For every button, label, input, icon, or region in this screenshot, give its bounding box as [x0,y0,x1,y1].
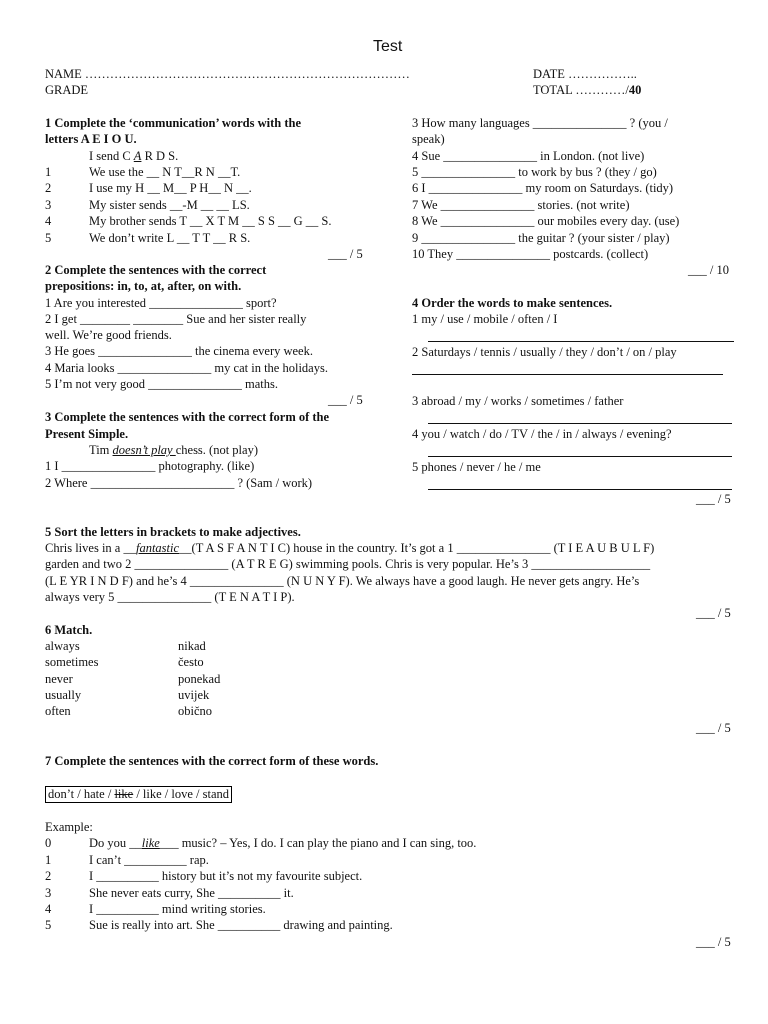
answer-line [412,374,723,375]
s1-item-text: My brother sends T __ X T M __ S S __ G __ S. [89,214,332,228]
s6-heading: 6 Match. [45,623,93,637]
grade-field: GRADE [45,83,89,97]
s5-paragraph-line: garden and two 2 _______________ (A T R E G) swimming pools. Chris is very popular. He’s 3 ___________________ [45,557,651,571]
s1-item-text: We use the __ N T__R N __T. [89,165,241,179]
s1-heading-line1: 1 Complete the ‘communication’ words with the [45,116,301,130]
s6-right-word: obično [178,704,213,718]
s2-score: ___ / 5 [328,393,363,407]
s6-score: ___ / 5 [696,721,731,735]
s1-item-number: 5 [45,231,52,245]
s1-item [45,213,332,229]
s7-item-text: She never eats curry, She __________ it. [89,886,294,900]
s2-heading-line2: prepositions: in, to, at, after, on with. [45,279,242,293]
s7-item-number: 5 [45,918,52,932]
s7-item [45,901,266,917]
s7-item [45,917,393,933]
s5-paragraph-line: (L E YR I N D F) and he’s 4 _______________ (N U N Y F). We always have a good laugh. He never gets angry. He’s [45,574,640,588]
s2-line: 3 He goes _______________ the cinema every week. [45,344,313,358]
s7-example-label: Example: [45,820,93,834]
s3-example-post: chess. (not play) [175,443,258,457]
s1-item-text: My sister sends __-M __ __ LS. [89,198,250,212]
s7-item-number: 4 [45,902,52,916]
s3-heading-line1: 3 Complete the sentences with the correct form of the [45,410,330,424]
s6-left-word: sometimes [45,655,99,669]
total-label: TOTAL …………/ [533,83,629,97]
s1-example [89,148,178,164]
s2-line: 2 I get ________ ________ Sue and her sister really [45,312,307,326]
s6-left-word: never [45,672,73,686]
s3-line: 9 _______________ the guitar ? (your sister / play) [412,231,670,245]
s4-line: 4 you / watch / do / TV / the / in / always / evening? [412,427,672,441]
s3-line: 6 I _______________ my room on Saturdays. (tidy) [412,181,674,195]
s7-item [45,868,362,884]
s3-heading-line2: Present Simple. [45,427,129,441]
s7-heading: 7 Complete the sentences with the correct form of these words. [45,754,379,768]
s7-word-box-text: / like / love / stand [133,787,230,801]
s6-right-word: ponekad [178,672,221,686]
answer-line [428,341,734,342]
s5-text: Chris lives in a __ [45,541,136,555]
s7-score: ___ / 5 [696,935,731,949]
s4-line: 5 phones / never / he / me [412,460,541,474]
s7-item [45,885,294,901]
s1-score: ___ / 5 [328,247,363,261]
s3-line: 7 We _______________ stories. (not write) [412,198,630,212]
s6-left-word: usually [45,688,82,702]
answer-line [428,489,732,490]
answer-line [428,423,732,424]
s6-left-word: often [45,704,71,718]
s2-line: well. We’re good friends. [45,328,172,342]
s3-score: ___ / 10 [688,263,729,277]
s6-right-word: uvijek [178,688,210,702]
s7-item-text: I __________ history but it’s not my favourite subject. [89,869,363,883]
s5-text: __(T A S F A N T I C) house in the country. It’s got a 1 _______________ (T I E A U B U L F) [179,541,655,555]
s3-line: 2 Where _______________________ ? (Sam / work) [45,476,313,490]
s3-line: speak) [412,132,445,146]
s7-item-text: I __________ mind writing stories. [89,902,266,916]
s7-item-text: I can’t __________ rap. [89,853,209,867]
s1-item [45,230,250,246]
s7-item-text: Sue is really into art. She __________ drawing and painting. [89,918,393,932]
s5-paragraph-line [45,540,654,556]
s1-item [45,197,250,213]
s7-text: ___ music? – Yes, I do. I can play the piano and I can sing, too. [159,836,477,850]
s2-heading-line1: 2 Complete the sentences with the correct [45,263,267,277]
page-title: Test [373,38,403,55]
s3-line: 1 I _______________ photography. (like) [45,459,255,473]
s4-line: 1 my / use / mobile / often / I [412,312,558,326]
s1-item-number: 3 [45,198,52,212]
s5-example-answer: fantastic [135,541,180,555]
s3-example-answer: doesn’t play [112,443,176,457]
s2-line: 4 Maria looks _______________ my cat in the holidays. [45,361,328,375]
s1-item-number: 1 [45,165,52,179]
s1-item [45,180,252,196]
s7-word-box [45,786,232,803]
s3-example [89,442,258,458]
s7-item-number: 1 [45,853,52,867]
name-field: NAME …………………………………………………………………… [45,67,410,81]
s2-line: 5 I’m not very good _______________ maths. [45,377,278,391]
s2-line: 1 Are you interested _______________ sport? [45,296,277,310]
s1-example-post: R D S. [141,149,179,163]
s4-line: 3 abroad / my / works / sometimes / father [412,394,624,408]
s6-right-word: nikad [178,639,206,653]
s4-line: 2 Saturdays / tennis / usually / they / don’t / on / play [412,345,677,359]
s1-example-answer: A [133,149,142,163]
s1-item-text: We don’t write L __ T T __ R S. [89,231,251,245]
s5-heading: 5 Sort the letters in brackets to make adjectives. [45,525,301,539]
s1-item-number: 4 [45,214,52,228]
s3-line: 3 How many languages _______________ ? (you / [412,116,668,130]
s7-word-box-text: don’t / hate / [48,787,115,801]
s1-item-number: 2 [45,181,52,195]
s4-score: ___ / 5 [696,492,731,506]
s5-paragraph-line: always very 5 _______________ (T E N A T I P). [45,590,295,604]
s6-left-word: always [45,639,80,653]
answer-line [428,456,732,457]
s5-score: ___ / 5 [696,606,731,620]
s7-example [45,835,476,851]
s3-line: 5 _______________ to work by bus ? (they / go) [412,165,657,179]
s7-item-number: 2 [45,869,52,883]
s3-line: 4 Sue _______________ in London. (not live) [412,149,645,163]
s7-item [45,852,209,868]
s6-right-word: često [178,655,204,669]
s7-example-answer: like [141,836,160,850]
s3-line: 10 They _______________ postcards. (collect) [412,247,649,261]
s7-item-number: 3 [45,886,52,900]
s1-item [45,164,240,180]
s7-word-box-struck: like [114,787,134,801]
total-value: 40 [628,83,642,97]
s1-heading-line2: letters A E I O U. [45,132,137,146]
date-field: DATE …………….. [533,67,637,81]
total-field [533,82,641,98]
s7-text: Do you __ [89,836,142,850]
s7-item-number: 0 [45,836,52,850]
s1-item-text: I use my H __ M__ P H__ N __. [89,181,252,195]
s4-heading: 4 Order the words to make sentences. [412,296,613,310]
s1-example-pre: I send C [89,149,134,163]
s3-line: 8 We _______________ our mobiles every day. (use) [412,214,680,228]
s3-example-pre: Tim [89,443,113,457]
